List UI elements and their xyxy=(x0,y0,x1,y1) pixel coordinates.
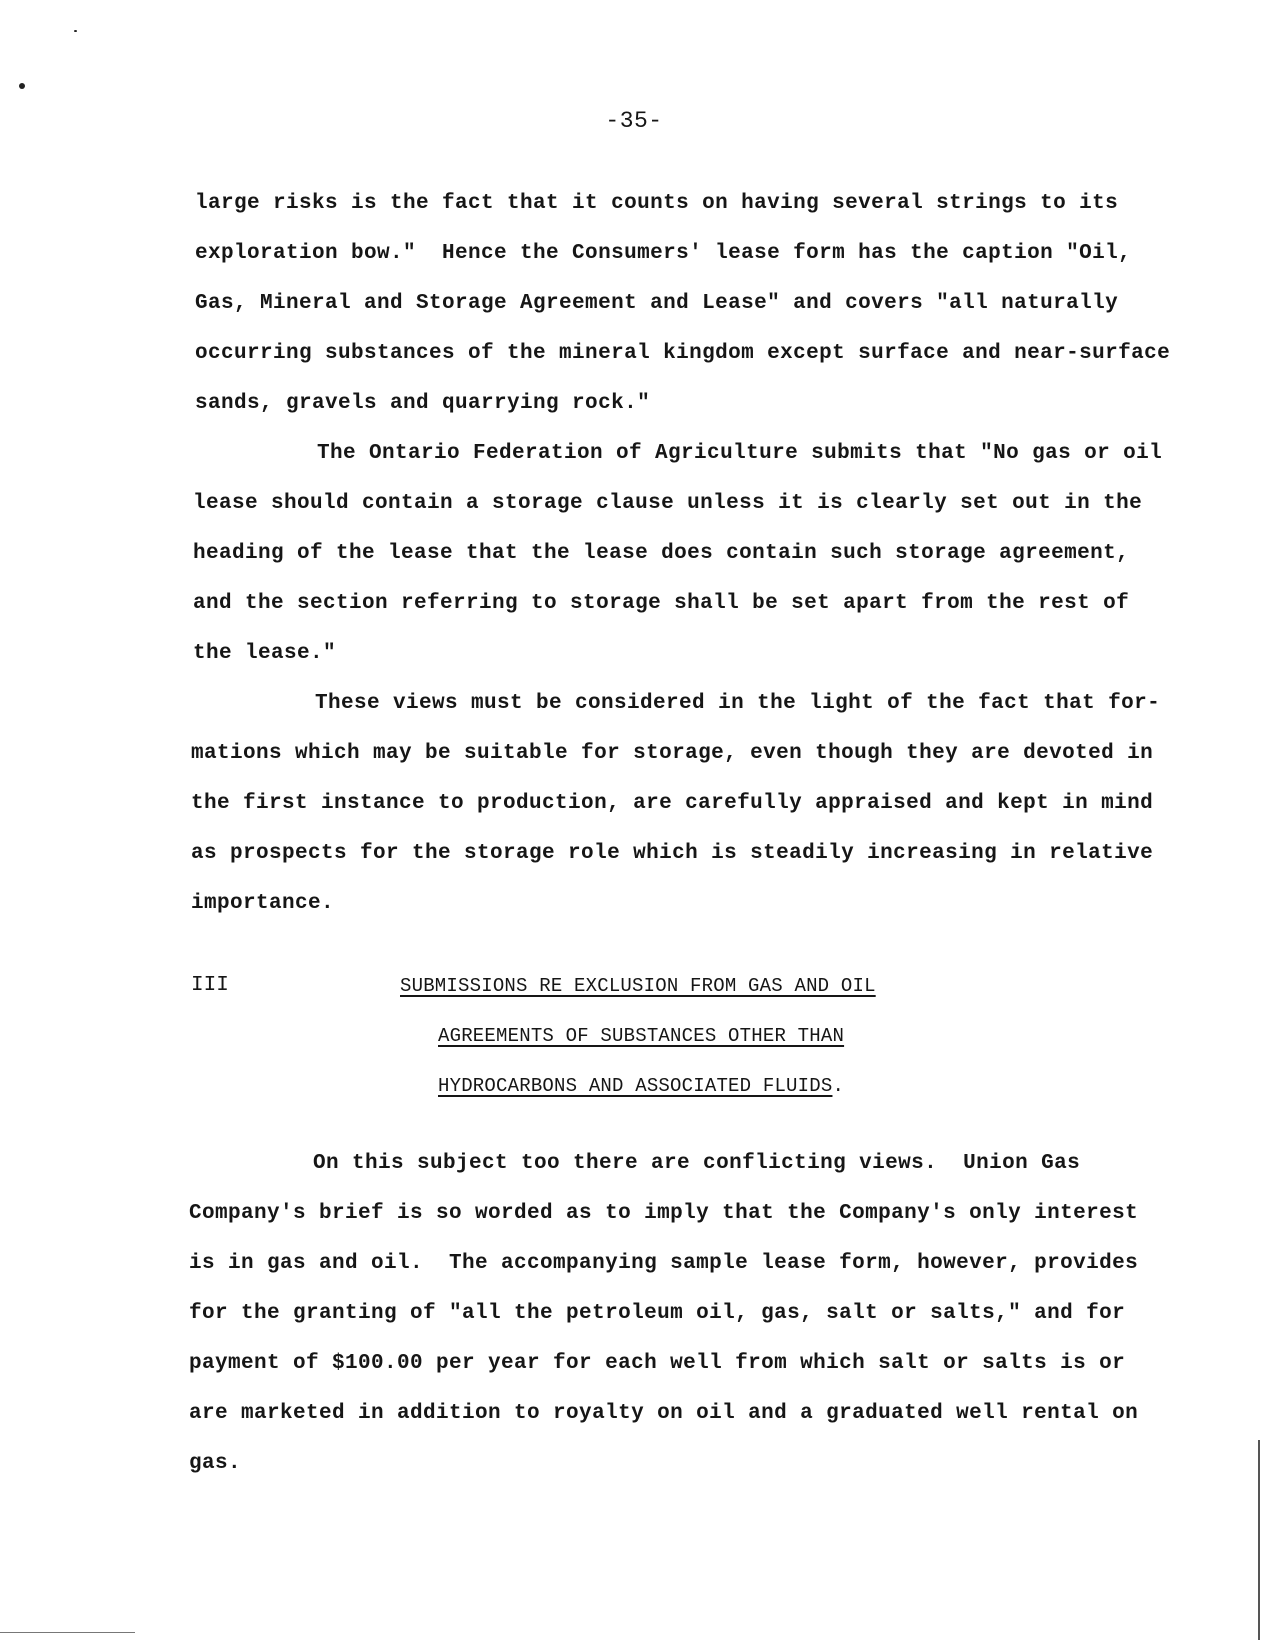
section-number: III xyxy=(191,974,229,997)
paragraph-line: importance. xyxy=(191,892,335,915)
paragraph-line: heading of the lease that the lease does contain such storage agreement, xyxy=(193,542,1130,565)
paragraph-line: Gas, Mineral and Storage Agreement and Lease" and covers "all naturally xyxy=(195,292,1119,315)
paragraph-line: exploration bow." Hence the Consumers' lease form has the caption "Oil, xyxy=(195,242,1132,265)
paragraph-line: mations which may be suitable for storage, even though they are devoted in xyxy=(191,742,1154,765)
paragraph-line: the first instance to production, are carefully appraised and kept in mind xyxy=(191,792,1154,815)
section-title-line xyxy=(438,1072,844,1100)
paragraph-line: the lease." xyxy=(193,642,337,665)
paragraph-line: These views must be considered in the light of the fact that for- xyxy=(315,692,1161,715)
section-title-line: SUBMISSIONS RE EXCLUSION FROM GAS AND OIL xyxy=(400,975,876,997)
section-title-end: . xyxy=(832,1075,845,1097)
section-title-line: AGREEMENTS OF SUBSTANCES OTHER THAN xyxy=(438,1025,845,1047)
paragraph-line: are marketed in addition to royalty on oil and a graduated well rental on xyxy=(189,1402,1139,1425)
scan-edge-line xyxy=(1258,1440,1260,1640)
paragraph-line: On this subject too there are conflicting views. Union Gas xyxy=(313,1152,1081,1175)
paragraph-line: and the section referring to storage shall be set apart from the rest of xyxy=(193,592,1130,615)
paragraph-line: is in gas and oil. The accompanying sample lease form, however, provides xyxy=(189,1252,1139,1275)
paragraph-line: sands, gravels and quarrying rock." xyxy=(195,392,651,415)
paragraph-line: The Ontario Federation of Agriculture submits that "No gas or oil xyxy=(317,442,1163,465)
paragraph-line: large risks is the fact that it counts on having several strings to its xyxy=(195,192,1119,215)
paragraph-line: for the granting of "all the petroleum oil, gas, salt or salts," and for xyxy=(189,1302,1126,1325)
paragraph-line: gas. xyxy=(189,1452,242,1475)
paragraph-line: lease should contain a storage clause unless it is clearly set out in the xyxy=(193,492,1143,515)
paragraph-line: Company's brief is so worded as to imply that the Company's only interest xyxy=(189,1202,1139,1225)
section-title-text: HYDROCARBONS AND ASSOCIATED FLUIDS xyxy=(438,1075,833,1097)
paragraph-line: payment of $100.00 per year for each well from which salt or salts is or xyxy=(189,1352,1126,1375)
scan-speck xyxy=(19,83,25,89)
paragraph-line: as prospects for the storage role which is steadily increasing in relative xyxy=(191,842,1154,865)
paragraph-line: occurring substances of the mineral kingdom except surface and near-surface xyxy=(195,342,1171,365)
scan-edge-line xyxy=(0,1632,135,1633)
scan-speck xyxy=(74,30,77,32)
page-number: -35- xyxy=(605,108,663,134)
